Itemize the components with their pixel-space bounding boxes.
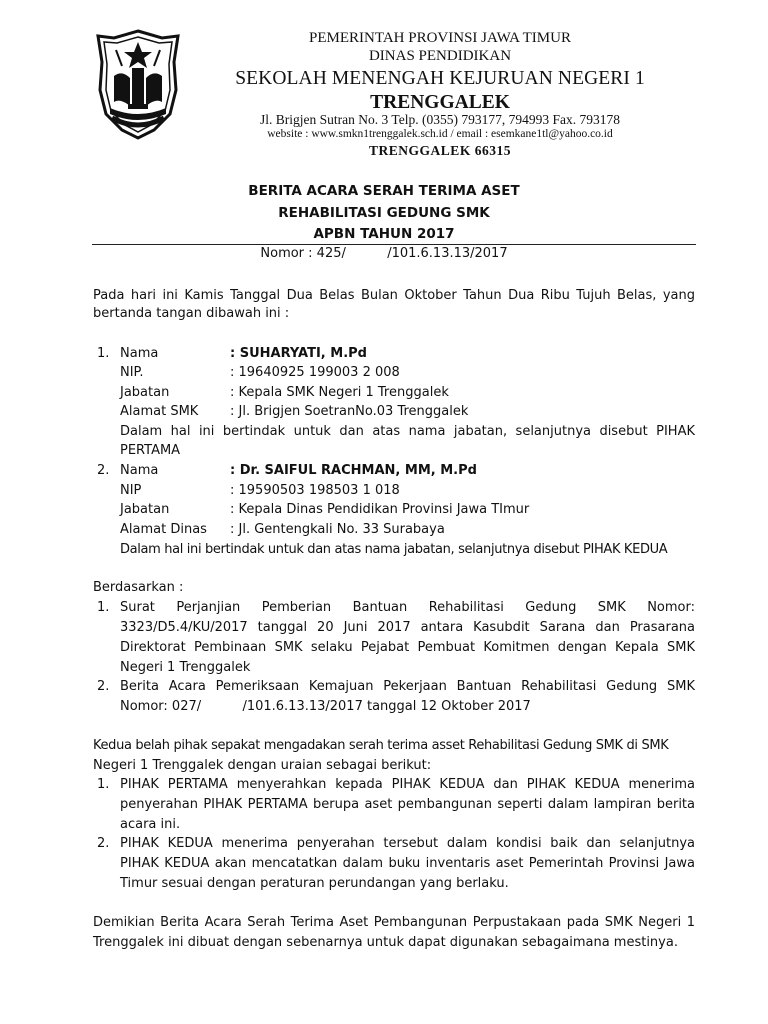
party1-address-value: : Jl. Brigjen SoetranNo.03 Trenggalek	[230, 404, 469, 419]
agreement-item2-number: 2.	[97, 836, 110, 851]
opening-line-1: Pada hari ini Kamis Tanggal Dua Belas Bulan Oktober Tahun Dua Ribu Tujuh Belas, yang	[93, 288, 695, 303]
agreement-item2-line-3: Timur sesuai dengan peraturan perundangan yang berlaku.	[120, 876, 509, 891]
doc-title: BERITA ACARA SERAH TERIMA ASET	[248, 183, 520, 199]
party1-address-label: Alamat SMK	[120, 404, 199, 419]
party1-nip-value: : 19640925 199003 2 008	[230, 365, 400, 380]
party1-position-label: Jabatan	[120, 385, 170, 400]
basis-item1-line-1: Surat Perjanjian Pemberian Bantuan Rehabilitasi Gedung SMK Nomor:	[120, 600, 695, 615]
opening-line-2: bertanda tangan dibawah ini :	[93, 306, 290, 321]
basis-item2-line-1: Berita Acara Pemeriksaan Kemajuan Pekerjaan Bantuan Rehabilitasi Gedung SMK	[120, 679, 695, 694]
basis-item2-line-2: Nomor: 027/ /101.6.13.13/2017 tanggal 12 Oktober 2017	[120, 699, 531, 714]
party2-number: 2.	[97, 463, 110, 478]
party2-nip-label: NIP	[120, 483, 142, 498]
agreement-item2-line-1: PIHAK KEDUA menerima penyerahan tersebut dalam kondisi baik dan selanjutnya	[120, 836, 695, 851]
closing-line-2: Trenggalek ini dibuat dengan sebenarnya untuk dapat digunakan sebagaimana mestinya.	[93, 935, 678, 950]
doc-year: APBN TAHUN 2017	[313, 226, 455, 242]
basis-item2-number: 2.	[97, 679, 110, 694]
basis-item1-number: 1.	[97, 600, 110, 615]
basis-item1-line-3: Direktorat Pembinaan SMK selaku Pejabat Pembuat Komitmen dengan Kepala SMK	[120, 640, 695, 655]
letterhead	[0, 0, 768, 165]
party1-position-value: : Kepala SMK Negeri 1 Trenggalek	[230, 385, 449, 400]
basis-item1-line-4: Negeri 1 Trenggalek	[120, 660, 251, 675]
party1-nip-label: NIP.	[120, 365, 144, 380]
agreement-item1-number: 1.	[97, 777, 110, 792]
party2-statement-line-1: Dalam hal ini bertindak untuk dan atas nama jabatan, selanjutnya disebut PIHAK KEDUA	[120, 542, 668, 557]
party1-statement-line-1: Dalam hal ini bertindak untuk dan atas nama jabatan, selanjutnya disebut PIHAK	[120, 424, 695, 439]
agreement-item2-line-2: PIHAK KEDUA akan mencatatkan dalam buku inventaris aset Pemerintah Provinsi Jawa	[120, 856, 695, 871]
address-line: Jl. Brigjen Sutran No. 3 Telp. (0355) 793177, 794993 Fax. 793178	[260, 112, 620, 127]
doc-subtitle: REHABILITASI GEDUNG SMK	[278, 205, 490, 221]
postal-line: TRENGGALEK 66315	[369, 143, 511, 158]
agency-line: DINAS PENDIDIKAN	[368, 48, 512, 64]
school-city: TRENGGALEK	[370, 92, 510, 113]
party2-position-value: : Kepala Dinas Pendidikan Provinsi Jawa TImur	[230, 502, 530, 517]
agreement-item1-line-1: PIHAK PERTAMA menyerahkan kepada PIHAK KEDUA dan PIHAK KEDUA menerima	[120, 777, 695, 792]
party2-position-label: Jabatan	[120, 502, 170, 517]
agreement-item1-line-2: penyerahan PIHAK PERTAMA berupa aset pembangunan seperti dalam lampiran berita	[120, 797, 695, 812]
website-email-line: website : www.smkn1trenggalek.sch.id / email : esemkane1tl@yahoo.co.id	[267, 128, 613, 140]
party2-address-value: : Jl. Gentengkali No. 33 Surabaya	[230, 522, 445, 537]
basis-heading: Berdasarkan :	[93, 580, 184, 595]
party2-nip-value: : 19590503 198503 1 018	[230, 483, 400, 498]
party2-name-value: : Dr. SAIFUL RACHMAN, MM, M.Pd	[230, 463, 477, 478]
agreement-line-2: Negeri 1 Trenggalek dengan uraian sebagai berikut:	[93, 758, 432, 773]
party1-number: 1.	[97, 346, 110, 361]
basis-item1-line-2: 3323/D5.4/KU/2017 tanggal 20 Juni 2017 antara Kasubdit Sarana dan Prasarana	[120, 620, 695, 635]
doc-number: Nomor : 425/ /101.6.13.13/2017	[260, 246, 508, 261]
party2-name-label: Nama	[120, 463, 159, 478]
school-name: SEKOLAH MENENGAH KEJURUAN NEGERI 1	[235, 68, 645, 89]
gov-line: PEMERINTAH PROVINSI JAWA TIMUR	[309, 30, 571, 46]
closing-line-1: Demikian Berita Acara Serah Terima Aset Pembangunan Perpustakaan pada SMK Negeri 1	[93, 915, 695, 930]
party2-address-label: Alamat Dinas	[120, 522, 207, 537]
party1-statement-line-2: PERTAMA	[120, 443, 181, 458]
party1-name-value: : SUHARYATI, M.Pd	[230, 346, 367, 361]
east-java-emblem-icon	[92, 28, 184, 140]
party1-name-label: Nama	[120, 346, 159, 361]
title-divider	[92, 244, 696, 245]
agreement-line-1: Kedua belah pihak sepakat mengadakan serah terima asset Rehabilitasi Gedung SMK di SMK	[93, 738, 669, 753]
agreement-item1-line-3: acara ini.	[120, 817, 181, 832]
